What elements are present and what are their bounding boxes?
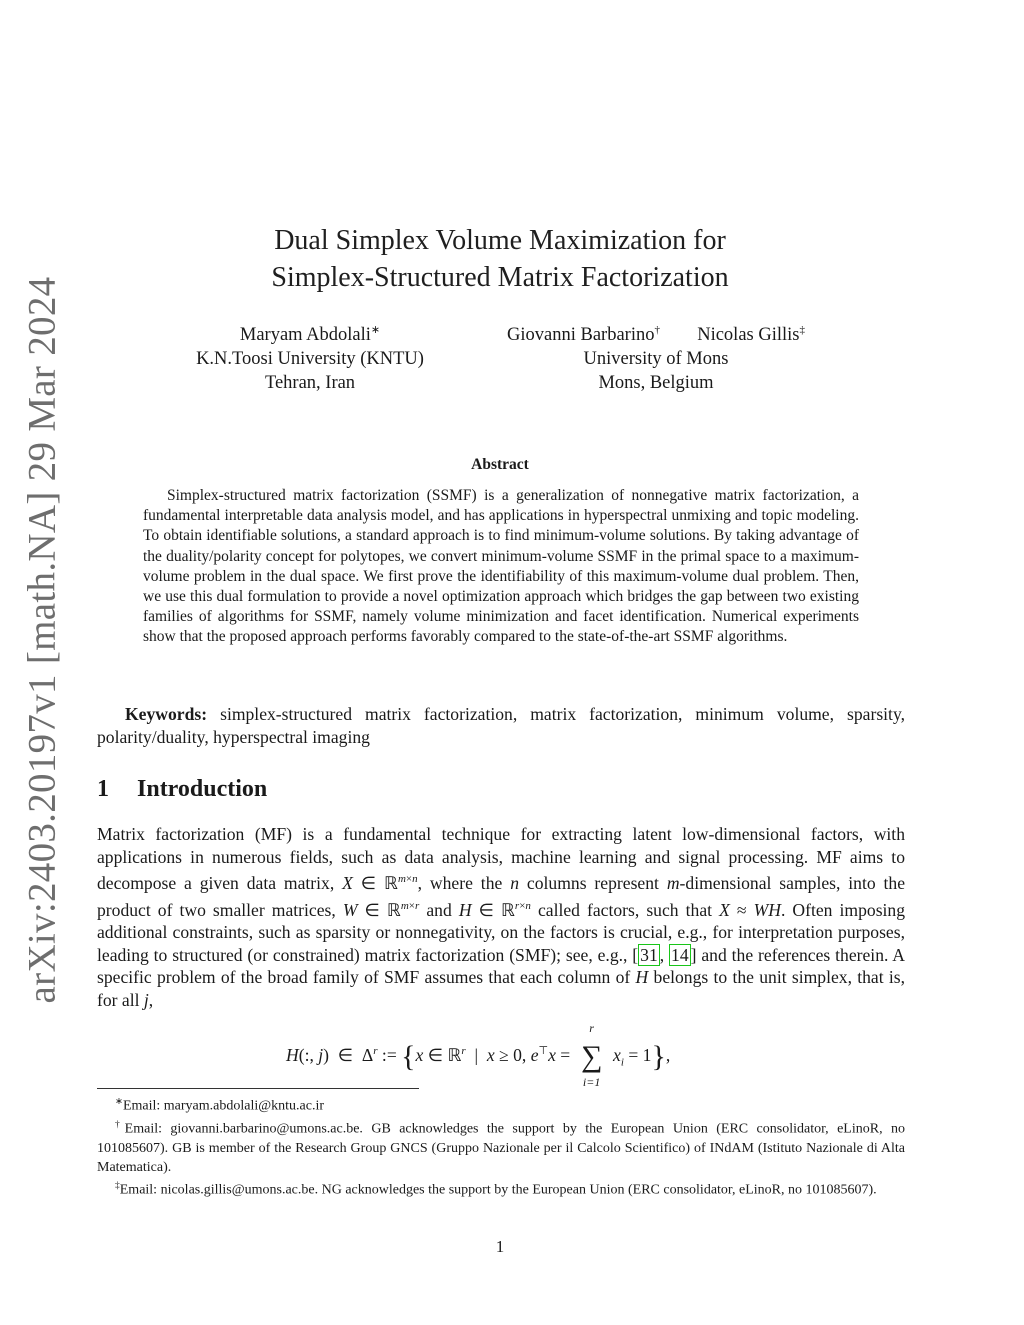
keywords-label: Keywords: bbox=[125, 704, 208, 724]
author-name: Giovanni Barbarino bbox=[507, 325, 655, 346]
section-number: 1 bbox=[97, 776, 109, 802]
math-expression: W bbox=[342, 899, 358, 920]
math-expression: H bbox=[458, 899, 472, 920]
footnote-divider bbox=[97, 1088, 419, 1089]
title-line-2: Simplex-Structured Matrix Factorization bbox=[271, 262, 729, 293]
citation-link[interactable]: 14 bbox=[671, 944, 689, 965]
title-line-1: Dual Simplex Volume Maximization for bbox=[274, 225, 726, 256]
section-title: Introduction bbox=[137, 776, 268, 802]
footnote-mark: † bbox=[654, 324, 660, 336]
author-name: Nicolas Gillis bbox=[697, 325, 800, 346]
display-equation: H(:, j) ∈ $\Delta^r$ := {x ∈ ℝ$^r$ | x ≥ 0, e⊤x = r ∑ i=1 $x_i = 1$}, bbox=[286, 1020, 671, 1089]
author-block-2 bbox=[470, 318, 842, 395]
paper-title bbox=[0, 222, 1000, 296]
footnote: †Email: giovanni.barbarino@umons.ac.be. GB acknowledges the support by the European Union (ERC consolidator, eLinoR, no 101085607). GB is member of the Research Group GNCS (Gruppo Nazionale per il Calcolo Scientifico) of INdAM (Istituto Nazionale di Alta Matematica). bbox=[97, 1119, 906, 1175]
author-location: Mons, Belgium bbox=[598, 373, 714, 394]
footnote: ∗Email: maryam.abdolali@kntu.ac.ir bbox=[115, 1097, 325, 1114]
keywords bbox=[97, 703, 905, 748]
citation-link[interactable]: 31 bbox=[640, 944, 658, 965]
author-affiliation: K.N.Toosi University (KNTU) bbox=[196, 349, 424, 370]
summation-symbol: r ∑ i=1 bbox=[580, 1020, 603, 1089]
section-heading bbox=[97, 776, 267, 803]
author-block-1 bbox=[160, 318, 460, 395]
math-expression: X bbox=[342, 873, 353, 894]
footnote: ‡Email: nicolas.gillis@umons.ac.be. NG acknowledges the support by the European Union (ERC consolidator, eLinoR, no 101085607). bbox=[115, 1181, 877, 1198]
author-name: Maryam Abdolali bbox=[239, 325, 371, 346]
footnote-mark: ‡ bbox=[799, 324, 805, 336]
footnote-mark: ∗ bbox=[370, 324, 381, 336]
keywords-text: simplex-structured matrix factorization, matrix factorization, minimum volume, sparsity, polarity/duality, hyperspectral imaging bbox=[97, 704, 905, 747]
abstract-heading: Abstract bbox=[471, 456, 529, 473]
introduction-paragraph: Matrix factorization (MF) is a fundamental technique for extracting latent low-dimensional factors, with applications in numerous fields, such as data analysis, machine learning and signal processing. MF aims to decompose a given data matrix, X ∈ ℝ$^{m\times n}$, where the n columns represent m-dimensional samples, into the product of two smaller matrices, W ∈ ℝ$^{m\times r}$ and H ∈ ℝ$^{r\times n}$ called factors, such that X ≈ WH. Often imposing additional constraints, such as sparsity or nonnegativity, on the factors is crucial, e.g., for interpretation purposes, leading to structured (or constrained) matrix factorization (SMF); see, e.g., [ 31 , 14 ] and the references therein. A specific problem of the broad family of SMF assumes that each column of H belongs to the unit simplex, that is, for all j, bbox=[97, 824, 906, 1010]
author-affiliation: University of Mons bbox=[583, 349, 729, 370]
page-number: 1 bbox=[495, 1237, 505, 1256]
arxiv-identifier-stamp: arXiv:2403.20197v1 [math.NA] 29 Mar 2024 bbox=[20, 276, 64, 1004]
footnotes bbox=[97, 1093, 905, 1200]
author-location: Tehran, Iran bbox=[264, 373, 356, 394]
abstract-text: Simplex-structured matrix factorization (SSMF) is a generalization of nonnegative matrix factorization, a fundamental interpretable data analysis model, and has applications in hyperspectral unmixing and topic modeling. To obtain identifiable solutions, a standard approach is to find minimum-volume solutions. By taking advantage of the duality/polarity concept for polytopes, we convert minimum-volume SSMF in the primal space to a maximum-volume problem in the dual space. We first prove the identifiability of this maximum-volume dual problem. Then, we use this dual formulation to provide a novel optimization approach which bridges the gap between two existing families of algorithms for SSMF, namely volume minimization and facet identification. Numerical experiments show that the proposed approach performs favorably compared to the state-of-the-art SSMF algorithms. bbox=[143, 487, 859, 646]
